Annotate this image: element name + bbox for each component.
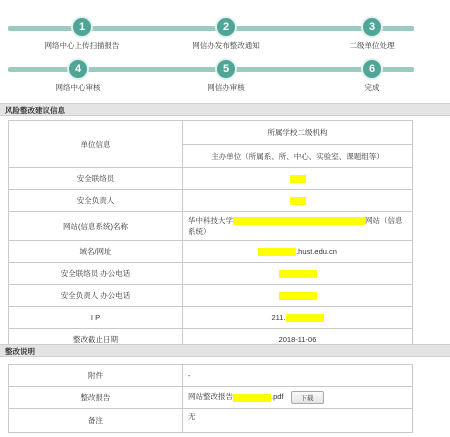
report-value [183, 387, 413, 409]
fix-info-table [8, 364, 413, 433]
remark-value: 无 [183, 409, 413, 433]
domain-value [183, 241, 413, 263]
ip-value [183, 307, 413, 329]
remark-label: 备注 [9, 409, 183, 433]
redaction [279, 270, 317, 278]
report-file-link[interactable] [188, 392, 284, 401]
contact-phone-label: 安全联络员 办公电话 [9, 263, 183, 285]
domain-label: 域名/网址 [9, 241, 183, 263]
domain-suffix: .hust.edu.cn [296, 246, 337, 256]
unit-value-host: 主办单位（所属系、所、中心、实验室、课题组等） [183, 145, 413, 168]
redaction [233, 217, 365, 225]
step-2-circle: 2 [215, 16, 237, 38]
owner-value [183, 190, 413, 212]
contact-value [183, 168, 413, 190]
contact-phone-value [183, 263, 413, 285]
progress-steps [0, 0, 450, 95]
site-suffix: 网站（信息系统） [188, 216, 403, 236]
deadline-value: 2018-11-06 [183, 329, 413, 351]
redaction [290, 197, 306, 205]
contact-label: 安全联络员 [9, 168, 183, 190]
download-button[interactable]: 下载 [291, 391, 324, 404]
redaction [258, 248, 296, 256]
site-prefix: 华中科技大学 [188, 216, 233, 225]
report-label: 整改报告 [9, 387, 183, 409]
report-prefix: 网站整改报告 [188, 392, 233, 402]
step-4-label: 网络中心审核 [55, 83, 101, 92]
owner-label: 安全负责人 [9, 190, 183, 212]
owner-phone-label: 安全负责人 办公电话 [9, 285, 183, 307]
ip-label: I P [9, 307, 183, 329]
step-1-label: 网络中心上传扫描报告 [44, 41, 120, 50]
step-6-circle: 6 [361, 58, 383, 80]
site-label: 网站(信息系统)名称 [9, 212, 183, 241]
owner-phone-value [183, 285, 413, 307]
ip-prefix: 211. [271, 312, 286, 322]
step-6-label: 完成 [364, 83, 380, 92]
attachment-label: 附件 [9, 365, 183, 387]
report-suffix: .pdf [271, 392, 284, 402]
redaction [233, 394, 271, 402]
step-bar-row1 [8, 26, 414, 31]
unit-value-school: 所属学校二级机构 [183, 121, 413, 145]
unit-label: 单位信息 [9, 121, 183, 168]
redaction [290, 175, 306, 183]
step-2-label: 网信办发布整改通知 [192, 41, 260, 50]
deadline-label: 整改截止日期 [9, 329, 183, 351]
step-5-label: 网信办审核 [207, 83, 245, 92]
risk-section-header: 风险整改建议信息 [0, 103, 450, 116]
redaction [286, 314, 324, 322]
step-3-label: 二级单位处理 [349, 41, 395, 50]
step-1-circle: 1 [71, 16, 93, 38]
step-3-circle: 3 [361, 16, 383, 38]
site-value [183, 212, 413, 241]
attachment-value: - [183, 365, 413, 387]
risk-info-table [8, 120, 413, 351]
step-4-circle: 4 [67, 58, 89, 80]
redaction [279, 292, 317, 300]
step-5-circle: 5 [215, 58, 237, 80]
fix-section-header: 整改说明 [0, 344, 450, 357]
